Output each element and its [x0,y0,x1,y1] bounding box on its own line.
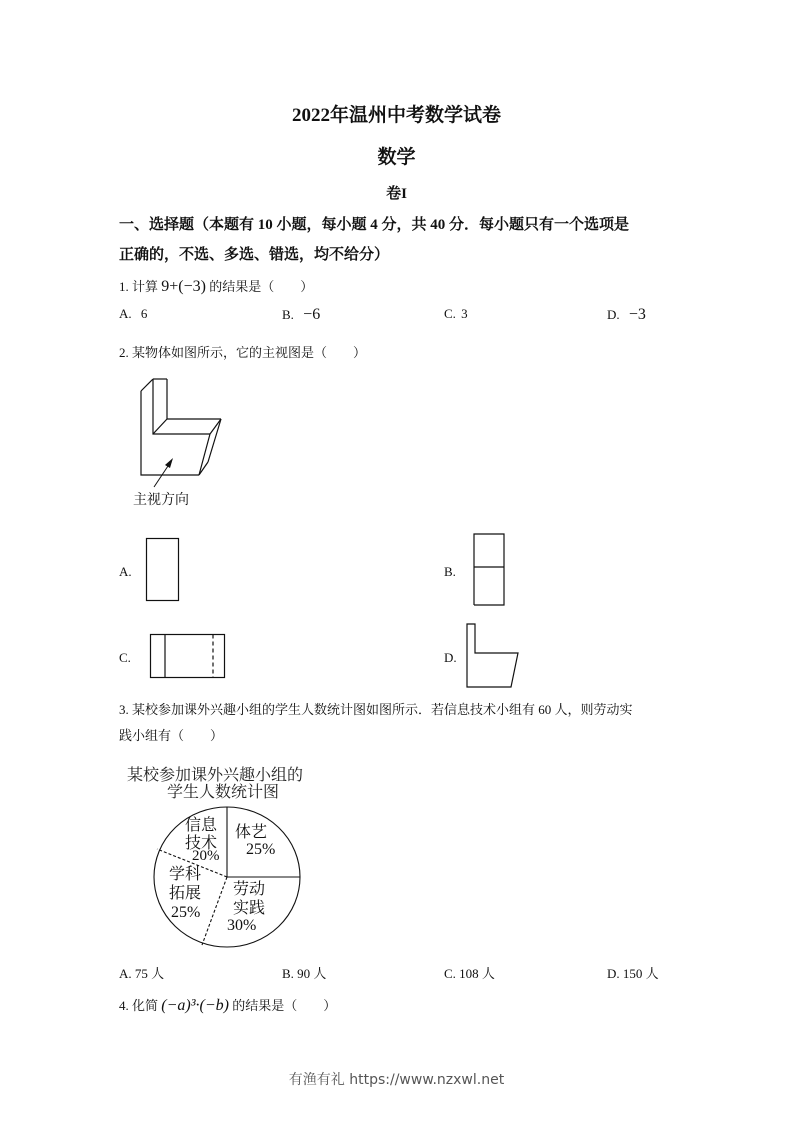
q2-option-a-label[interactable]: A. [119,564,132,579]
option-label: B. [282,307,294,322]
question-number: 4. [119,998,129,1013]
view-direction-caption: 主视方向 [133,492,189,508]
pie-label-xueke-2: 拓展 [169,883,202,902]
option-label: A. [119,306,132,321]
question-3-line2: 践小组有（ ） [119,728,224,743]
section-instructions-line2: 正确的，不选、多选、错选，均不给分） [119,247,390,263]
volume-title: 卷I [386,186,407,202]
q2-option-d-label[interactable]: D. [444,650,457,665]
pie-value-xueke: 25% [171,904,201,921]
q3-option-d[interactable] [607,963,659,982]
q1-option-c[interactable] [444,306,468,322]
q3-option-b[interactable] [282,963,326,982]
option-value: 108 人 [459,966,495,981]
pie-value-xinxi: 20% [192,848,220,864]
pie-divider-bottom [202,877,227,945]
q2-option-c-label[interactable]: C. [119,650,131,665]
question-number: 2. [119,345,129,360]
question-stem-prefix: 计算 [132,279,159,294]
option-value: 150 人 [622,966,659,981]
q2-option-c-figure[interactable] [150,634,226,680]
option-label: C. [444,306,456,321]
question-stem-suffix: 的结果是（ ） [232,998,337,1013]
option-value: 6 [140,306,148,321]
chart-title-line1: 某校参加课外兴趣小组的 [127,765,304,784]
option-label: D. [607,966,620,981]
pie-label-tiyi: 体艺 [235,822,268,841]
option-value: −3 [628,306,646,323]
question-4 [119,995,336,1015]
option-value: −6 [303,306,321,323]
q2-option-b-figure[interactable] [473,533,507,607]
question-stem-prefix: 化简 [132,998,159,1013]
q2-option-a-figure[interactable] [146,538,180,602]
option-value: 90 人 [297,966,327,981]
option-label: A. [119,966,132,981]
q1-option-a[interactable] [119,306,147,322]
question-math: 9+(−3) [161,278,206,295]
q1-option-b[interactable] [282,306,320,324]
pie-value-tiyi: 25% [246,841,276,858]
question-stem: 某物体如图所示，它的主视图是（ ） [132,345,367,360]
pie-label-laodong-1: 劳动 [233,879,266,898]
section-instructions-line1: 一、选择题（本题有 10 小题，每小题 4 分，共 40 分．每小题只有一个选项是 [119,217,630,233]
view-direction-arrow [154,458,173,487]
question-stem: 某校参加课外兴趣小组的学生人数统计图如图所示．若信息技术小组有 60 人，则劳动实 [132,702,633,717]
pie-value-laodong: 30% [227,917,257,934]
option-label: B. [282,966,294,981]
subject-title: 数学 [377,147,416,168]
option-label: D. [607,307,620,322]
question-number: 3. [119,702,129,717]
q1-option-d[interactable] [607,306,646,324]
q3-option-c[interactable] [444,963,495,982]
pie-label-xueke-1: 学科 [169,864,202,883]
pie-label-xinxi-1: 信息 [185,815,218,834]
q2-option-b-label[interactable]: B. [444,564,456,579]
pie-label-laodong-2: 实践 [233,898,266,917]
question-1 [119,276,313,296]
option-label: C. [444,966,456,981]
question-math: (−a)³·(−b) [161,997,229,1014]
option-value: 3 [461,306,468,321]
question-3-line1 [119,699,633,718]
pie-label-xinxi-2: 技术 [185,833,218,852]
q3-option-a[interactable] [119,963,164,982]
q2-option-d-figure[interactable] [466,623,522,689]
footer-watermark: 有渔有礼 https://www.nzxwl.net [288,1072,505,1088]
question-stem-suffix: 的结果是（ ） [209,279,314,294]
question-2 [119,342,366,361]
exam-title: 2022年温州中考数学试卷 [291,105,501,126]
chart-title-line2: 学生人数统计图 [167,782,280,801]
question-number: 1. [119,279,129,294]
option-value: 75 人 [134,966,165,981]
